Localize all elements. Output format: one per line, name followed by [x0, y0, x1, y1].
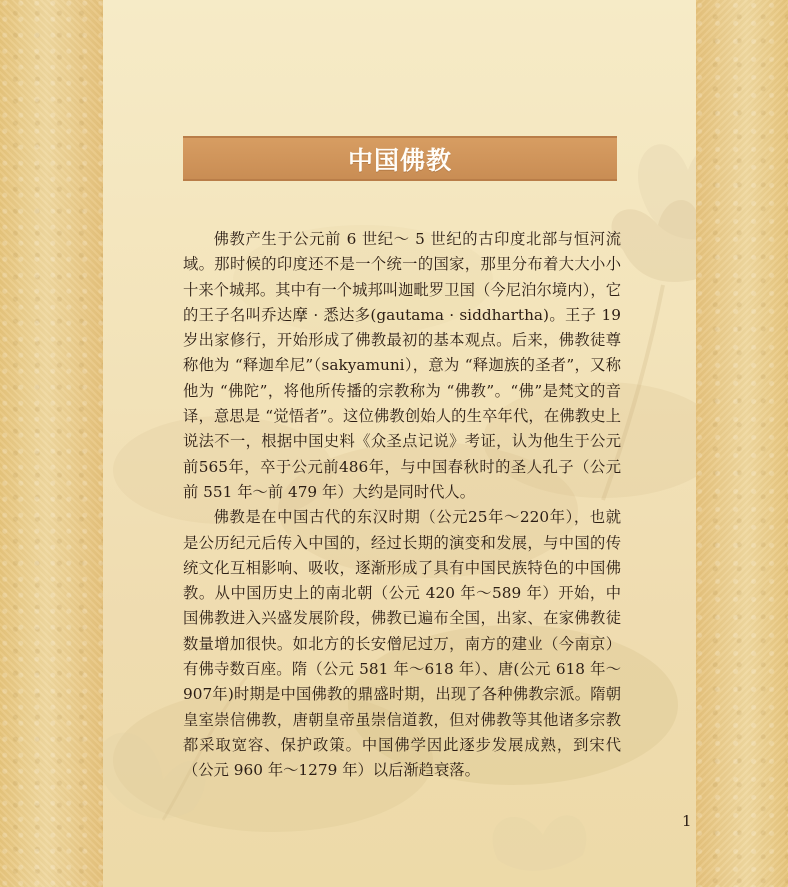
lotus-icon — [493, 815, 587, 870]
title-banner — [183, 136, 617, 181]
page-title: 中国佛教 — [347, 145, 452, 175]
left-textured-border — [0, 0, 103, 887]
body-paragraph: 佛教产生于公元前 6 世纪～ 5 世纪的古印度北部与恒河流域。那时候的印度还不是一个统一的国家，那里分布着大大小小十来个城邦。其中有一个城邦叫迦毗罗卫国（今尼泊尔境内），它的王子名叫乔达摩 · 悉达多(gautama · siddhartha)。王子 19 岁出家修行，开始形成了佛教最初的基本观点。后来，佛教徒尊称他为 “释迦牟尼”（sakyamuni），意为 “释迦族的圣者”，又称他为 “佛陀”，将他所传播的宗教称为 “佛教”。“佛”是梵文的音译，意思是 “觉悟者”。这位佛教创始人的生卒年代，在佛教史上说法不一，根据中国史料《众圣点记说》考证，认为他生于公元前565年，卒于公元前486年，与中国春秋时的圣人孔子（公元前 551 年～前 479 年）大约是同时代人。 — [183, 230, 621, 501]
body-paragraph: 佛教是在中国古代的东汉时期（公元25年～220年），也就是公历纪元后传入中国的，经过长期的演变和发展，与中国的传统文化互相影响、吸收，逐渐形成了具有中国民族特色的中国佛教。从中国历史上的南北朝（公元 420 年～589 年）开始，中国佛教进入兴盛发展阶段，佛教已遍布全国，出家、在家佛教徒数量增加很快。如北方的长安僧尼过万，南方的建业（今南京）有佛寺数百座。隋（公元 581 年～618 年）、唐(公元 618 年～907年)时期是中国佛教的鼎盛时期，出现了各种佛教宗派。隋朝皇室崇信佛教，唐朝皇帝虽崇信道教，但对佛教等其他诸多宗教都采取宽容、保护政策。中国佛学因此逐步发展成熟，到宋代（公元 960 年～1279 年）以后渐趋衰落。 — [183, 508, 621, 780]
right-textured-border — [696, 0, 788, 887]
page-number: 1 — [682, 812, 692, 830]
lotus-icon — [612, 200, 696, 282]
article-body — [183, 227, 621, 784]
lotus-icon — [638, 144, 696, 239]
document-page — [103, 0, 696, 887]
